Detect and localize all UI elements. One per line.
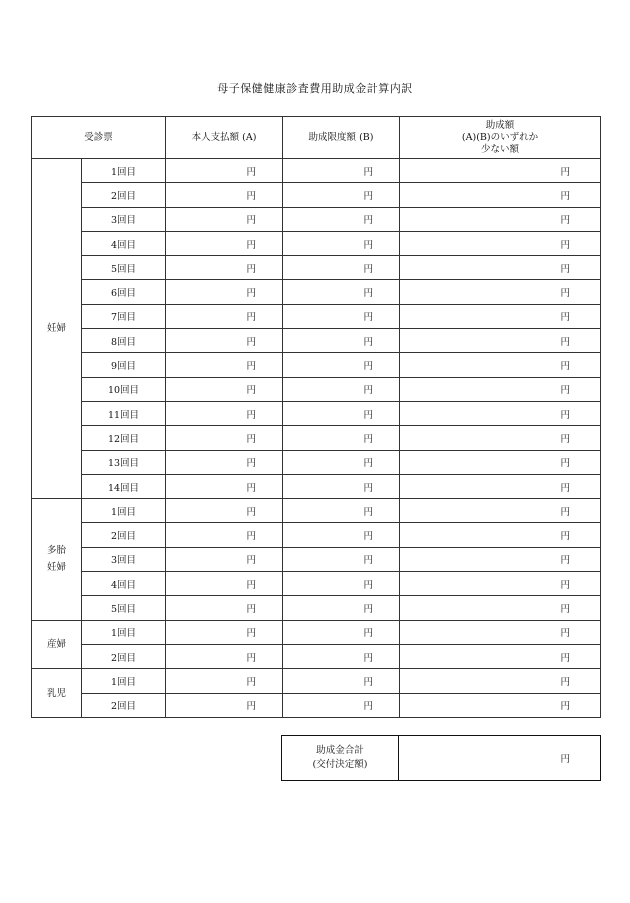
self-payment-cell[interactable]: 円 xyxy=(166,329,283,353)
table-row xyxy=(32,329,601,353)
limit-cell[interactable]: 円 xyxy=(283,159,400,183)
subsidy-cell[interactable]: 円 xyxy=(400,280,601,304)
subsidy-cell[interactable]: 円 xyxy=(400,596,601,620)
subsidy-cell[interactable]: 円 xyxy=(400,256,601,280)
visit-label: 3回目 xyxy=(82,547,166,571)
visit-label: 1回目 xyxy=(82,499,166,523)
limit-cell[interactable]: 円 xyxy=(283,523,400,547)
table-row xyxy=(32,280,601,304)
category-label-line: 乳児 xyxy=(46,687,66,699)
table-row xyxy=(32,547,601,571)
subsidy-cell[interactable]: 円 xyxy=(400,401,601,425)
subsidy-cell[interactable]: 円 xyxy=(400,450,601,474)
visit-label: 11回目 xyxy=(82,401,166,425)
table-row xyxy=(32,450,601,474)
self-payment-cell[interactable]: 円 xyxy=(166,353,283,377)
limit-cell[interactable]: 円 xyxy=(283,596,400,620)
visit-label: 9回目 xyxy=(82,353,166,377)
visit-label: 2回目 xyxy=(82,183,166,207)
subsidy-cell[interactable]: 円 xyxy=(400,231,601,255)
limit-cell[interactable]: 円 xyxy=(283,207,400,231)
subsidy-cell[interactable]: 円 xyxy=(400,620,601,644)
limit-cell[interactable]: 円 xyxy=(283,620,400,644)
table-row xyxy=(32,304,601,328)
limit-cell[interactable]: 円 xyxy=(283,450,400,474)
self-payment-cell[interactable]: 円 xyxy=(166,256,283,280)
category-label xyxy=(32,620,82,669)
table-row xyxy=(32,183,601,207)
visit-label: 1回目 xyxy=(82,620,166,644)
limit-cell[interactable]: 円 xyxy=(283,183,400,207)
total-value[interactable]: 円 xyxy=(399,736,601,781)
subsidy-cell[interactable]: 円 xyxy=(400,499,601,523)
subsidy-cell[interactable]: 円 xyxy=(400,304,601,328)
total-label xyxy=(282,736,399,781)
limit-cell[interactable]: 円 xyxy=(283,304,400,328)
category-label xyxy=(32,159,82,499)
subsidy-cell[interactable]: 円 xyxy=(400,523,601,547)
table-row xyxy=(32,644,601,668)
visit-label: 4回目 xyxy=(82,231,166,255)
self-payment-cell[interactable]: 円 xyxy=(166,304,283,328)
limit-cell[interactable]: 円 xyxy=(283,572,400,596)
subsidy-cell[interactable]: 円 xyxy=(400,547,601,571)
self-payment-cell[interactable]: 円 xyxy=(166,280,283,304)
self-payment-cell[interactable]: 円 xyxy=(166,644,283,668)
limit-cell[interactable]: 円 xyxy=(283,353,400,377)
table-row xyxy=(32,620,601,644)
table-row xyxy=(32,499,601,523)
table-row xyxy=(32,523,601,547)
limit-cell[interactable]: 円 xyxy=(283,693,400,717)
self-payment-cell[interactable]: 円 xyxy=(166,377,283,401)
subsidy-cell[interactable]: 円 xyxy=(400,353,601,377)
visit-label: 2回目 xyxy=(82,693,166,717)
page-title: 母子保健健康診査費用助成金計算内訳 xyxy=(217,82,413,95)
limit-cell[interactable]: 円 xyxy=(283,231,400,255)
self-payment-cell[interactable]: 円 xyxy=(166,183,283,207)
visit-label: 5回目 xyxy=(82,596,166,620)
subsidy-cell[interactable]: 円 xyxy=(400,329,601,353)
total-row xyxy=(282,736,601,781)
visit-label: 2回目 xyxy=(82,644,166,668)
subsidy-cell[interactable]: 円 xyxy=(400,669,601,693)
limit-cell[interactable]: 円 xyxy=(283,499,400,523)
limit-cell[interactable]: 円 xyxy=(283,644,400,668)
category-label-line: 多胎 xyxy=(46,545,66,557)
self-payment-cell[interactable]: 円 xyxy=(166,450,283,474)
header-subsidy xyxy=(400,117,601,159)
category-label xyxy=(32,669,82,718)
visit-label: 12回目 xyxy=(82,426,166,450)
category-label-line: 妊婦 xyxy=(46,562,66,574)
subsidy-cell[interactable]: 円 xyxy=(400,572,601,596)
category-label-line: 産婦 xyxy=(46,638,66,650)
header-voucher: 受診票 xyxy=(32,117,166,159)
table-row xyxy=(32,572,601,596)
subsidy-cell[interactable]: 円 xyxy=(400,474,601,498)
limit-cell[interactable]: 円 xyxy=(283,547,400,571)
limit-cell[interactable]: 円 xyxy=(283,280,400,304)
self-payment-cell[interactable]: 円 xyxy=(166,547,283,571)
subsidy-cell[interactable]: 円 xyxy=(400,644,601,668)
limit-cell[interactable]: 円 xyxy=(283,426,400,450)
header-subsidy-line1: 助成額 xyxy=(485,119,515,131)
limit-cell[interactable]: 円 xyxy=(283,669,400,693)
table-body xyxy=(32,159,601,718)
visit-label: 1回目 xyxy=(82,669,166,693)
subsidy-cell[interactable]: 円 xyxy=(400,183,601,207)
limit-cell[interactable]: 円 xyxy=(283,256,400,280)
visit-label: 13回目 xyxy=(82,450,166,474)
self-payment-cell[interactable]: 円 xyxy=(166,401,283,425)
self-payment-cell[interactable]: 円 xyxy=(166,159,283,183)
table-row xyxy=(32,256,601,280)
table-row xyxy=(32,596,601,620)
total-label-line2: (交付決定額) xyxy=(312,759,368,770)
subsidy-cell[interactable]: 円 xyxy=(400,207,601,231)
subsidy-cell[interactable]: 円 xyxy=(400,693,601,717)
table-row xyxy=(32,231,601,255)
table-row xyxy=(32,693,601,717)
visit-label: 8回目 xyxy=(82,329,166,353)
subsidy-cell[interactable]: 円 xyxy=(400,377,601,401)
visit-label: 3回目 xyxy=(82,207,166,231)
visit-label: 7回目 xyxy=(82,304,166,328)
self-payment-cell[interactable]: 円 xyxy=(166,669,283,693)
total-table xyxy=(281,735,601,781)
limit-cell[interactable]: 円 xyxy=(283,474,400,498)
visit-label: 2回目 xyxy=(82,523,166,547)
visit-label: 1回目 xyxy=(82,159,166,183)
self-payment-cell[interactable]: 円 xyxy=(166,693,283,717)
self-payment-cell[interactable]: 円 xyxy=(166,523,283,547)
subsidy-cell[interactable]: 円 xyxy=(400,159,601,183)
table-row xyxy=(32,401,601,425)
breakdown-table xyxy=(31,116,601,718)
total-label-line1: 助成金合計 xyxy=(316,745,364,756)
table-row xyxy=(32,426,601,450)
self-payment-cell[interactable]: 円 xyxy=(166,499,283,523)
self-payment-cell[interactable]: 円 xyxy=(166,474,283,498)
table-row xyxy=(32,207,601,231)
self-payment-cell[interactable]: 円 xyxy=(166,426,283,450)
self-payment-cell[interactable]: 円 xyxy=(166,572,283,596)
self-payment-cell[interactable]: 円 xyxy=(166,207,283,231)
visit-label: 14回目 xyxy=(82,474,166,498)
self-payment-cell[interactable]: 円 xyxy=(166,596,283,620)
header-subsidy-line3: 少ない額 xyxy=(481,143,520,155)
visit-label: 4回目 xyxy=(82,572,166,596)
table-row xyxy=(32,474,601,498)
table-row xyxy=(32,159,601,183)
header-row xyxy=(32,117,601,159)
limit-cell[interactable]: 円 xyxy=(283,329,400,353)
self-payment-cell[interactable]: 円 xyxy=(166,620,283,644)
table-row xyxy=(32,669,601,693)
visit-label: 10回目 xyxy=(82,377,166,401)
table-row xyxy=(32,353,601,377)
header-subsidy-line2: (A)(B)のいずれか xyxy=(461,131,539,143)
self-payment-cell[interactable]: 円 xyxy=(166,231,283,255)
header-self-payment: 本人支払額 (A) xyxy=(166,117,283,159)
category-label xyxy=(32,499,82,620)
category-label-line: 妊婦 xyxy=(46,323,66,335)
table-row xyxy=(32,377,601,401)
visit-label: 6回目 xyxy=(82,280,166,304)
subsidy-cell[interactable]: 円 xyxy=(400,426,601,450)
limit-cell[interactable]: 円 xyxy=(283,401,400,425)
visit-label: 5回目 xyxy=(82,256,166,280)
header-limit: 助成限度額 (B) xyxy=(283,117,400,159)
limit-cell[interactable]: 円 xyxy=(283,377,400,401)
